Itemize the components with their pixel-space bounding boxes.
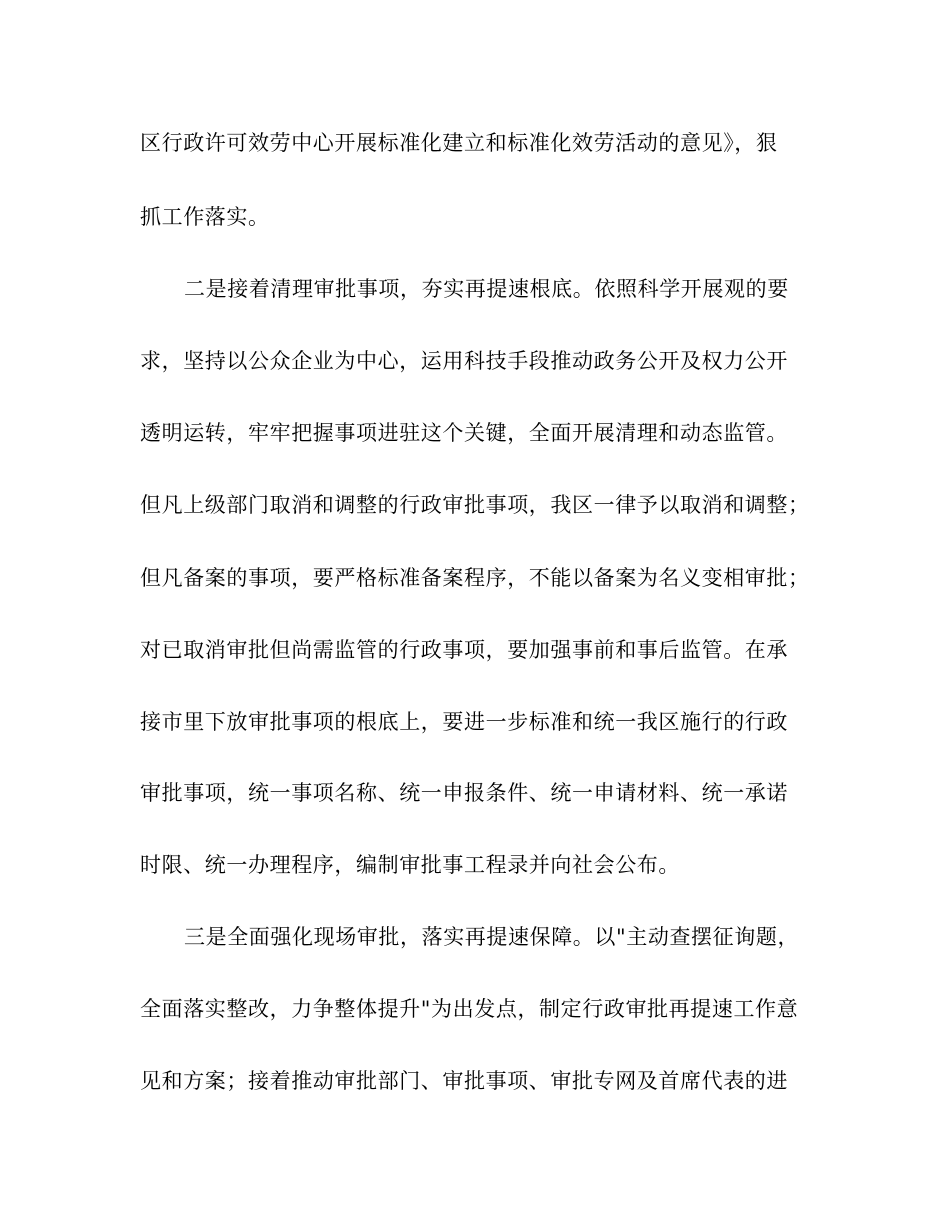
text-line-14: 见和方案；接着推动审批部门、审批事项、审批专网及首席代表的进 — [140, 1069, 788, 1093]
text-line-8: 对已取消审批但尚需监管的行政事项，要加强事前和事后监管。在承 — [140, 638, 788, 662]
text-line-2: 抓工作落实。 — [140, 205, 270, 229]
text-line-10: 审批事项，统一事项名称、统一申报条件、统一申请材料、统一承诺 — [140, 781, 788, 805]
text-line-7: 但凡备案的事项，要严格标准备案程序，不能以备案为名义变相审批； — [140, 566, 810, 590]
paragraph-2-start: 二是接着清理审批事项，夯实再提速根底。依照科学开展观的要 — [184, 277, 789, 301]
text-line-13: 全面落实整改，力争整体提升"为出发点，制定行政审批再提速工作意 — [140, 997, 799, 1021]
text-line-9: 接市里下放审批事项的根底上，要进一步标准和统一我区施行的行政 — [140, 710, 788, 734]
paragraph-3-start: 三是全面强化现场审批，落实再提速保障。以"主动查摆征询题， — [184, 925, 800, 949]
text-line-1: 区行政许可效劳中心开展标准化建立和标准化效劳活动的意见》，狠 — [140, 131, 778, 155]
text-line-11: 时限、统一办理程序，编制审批事工程录并向社会公布。 — [140, 853, 680, 877]
text-line-6: 但凡上级部门取消和调整的行政审批事项，我区一律予以取消和调整； — [140, 493, 810, 517]
text-line-5: 透明运转，牢牢把握事项进驻这个关键，全面开展清理和动态监管。 — [140, 421, 788, 445]
text-line-4: 求，坚持以公众企业为中心，运用科技手段推动政务公开及权力公开 — [140, 349, 788, 373]
